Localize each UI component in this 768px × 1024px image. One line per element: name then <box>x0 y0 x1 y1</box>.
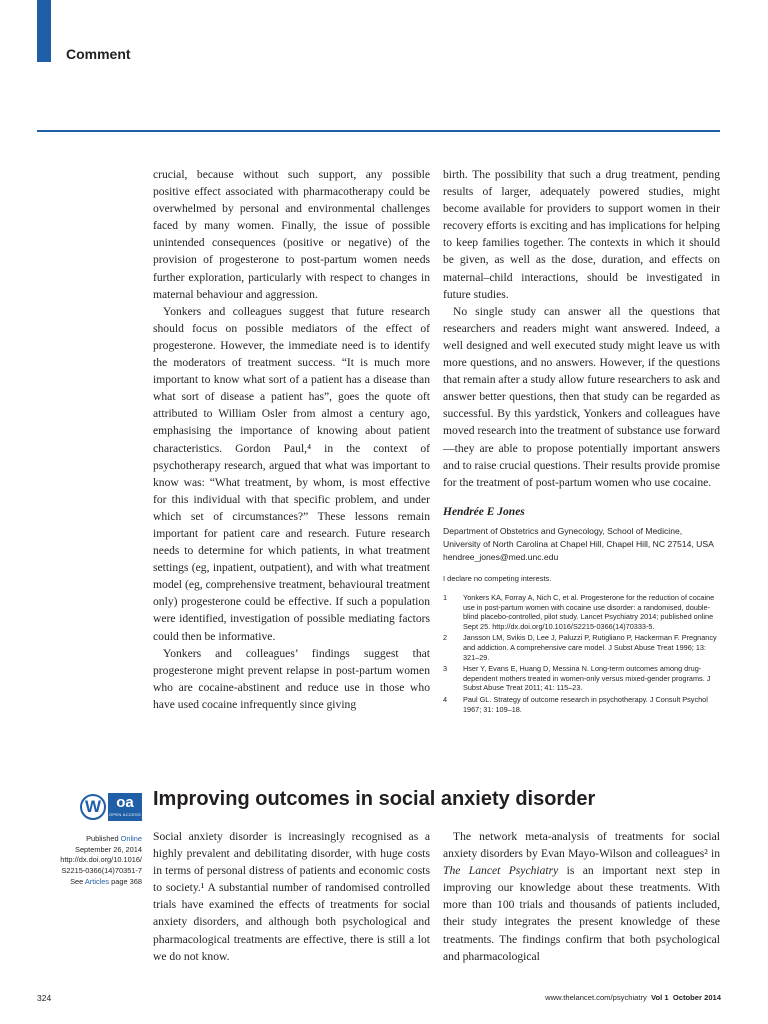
publication-sidenote <box>50 834 142 888</box>
reference-number: 2 <box>443 633 448 643</box>
volume: Vol 1 <box>651 993 669 1002</box>
paragraph: crucial, because without such support, any possible positive effect associated with pharmacotherapy could be overwhelmed by personal and environmental challenges faced by many women. Finally, the issue of possible unintended consequences (positive or negative) of the provision of progesterone to post-partum women needs further exploration, particularly with respect to changes in maternal behaviour and aggression. <box>153 168 430 301</box>
footer <box>545 993 721 1002</box>
affiliation-line: University of North Carolina at Chapel Hill, Chapel Hill, NC 27514, USA <box>443 538 714 549</box>
article-title: Improving outcomes in social anxiety disorder <box>153 788 596 810</box>
articles-page: page 368 <box>111 876 142 886</box>
article2-right-column <box>443 828 720 965</box>
reference-text: Hser Y, Evans E, Huang D, Messina N. Long-term outcomes among drug-dependent mothers treated in women-only versus mixed-gender programs. J Subst Abuse Treat 2011; 41: 115–23. <box>463 664 711 693</box>
published-date: September 26, 2014 <box>75 844 142 854</box>
articles-link[interactable]: Articles <box>84 876 110 886</box>
paragraph: birth. The possibility that such a drug treatment, pending results of larger, adequately powered studies, might become available for providers to support women in their recovery efforts is exciting and has implications for helping to keep families together. The contexts in which it should be given, as well as the dose, duration, and effects on maternal–child interactions, should be investigated in future studies. <box>443 168 720 301</box>
paragraph-text: The network meta-analysis of treatments for social anxiety disorders by Evan Mayo-Wilson and colleagues² in <box>443 830 720 861</box>
reference-item <box>443 695 720 714</box>
paragraph <box>443 828 720 965</box>
section-label: Comment <box>66 46 131 62</box>
reference-item <box>443 664 720 693</box>
paragraph: Social anxiety disorder is increasingly recognised as a highly prevalent and debilitating disorder, with huge costs in terms of personal distress of patients and economic costs to society.¹ A substantial number of randomised controlled trials have examined the effects of treatments for social anxiety disorders, and although both psychological and pharmacological treatments are effective, there is still a lot we do not know. <box>153 830 430 963</box>
open-access-logo-icon <box>108 793 142 821</box>
issue-date: October 2014 <box>672 993 721 1002</box>
reference-number: 3 <box>443 664 448 674</box>
reference-item <box>443 633 720 662</box>
header-rule <box>37 130 720 132</box>
article2-left-column <box>153 828 430 965</box>
published-label: Published <box>86 834 119 843</box>
author-email[interactable]: hendree_jones@med.unc.edu <box>443 551 559 562</box>
reference-list <box>443 593 720 714</box>
journal-url[interactable]: www.thelancet.com/psychiatry <box>545 993 647 1002</box>
affiliation-line: Department of Obstetrics and Gynecology, School of Medicine, <box>443 525 683 536</box>
open-access-logo-text: oa <box>116 794 134 811</box>
left-column <box>153 166 430 713</box>
author-name: Hendrée E Jones <box>443 505 525 518</box>
right-column <box>443 166 720 716</box>
paragraph-text: is an important next step in improving our knowledge about these treatments. With more than 100 trials and thousands of patients included, their study integrates the present knowledge of these treatments. The findings confirm that both psychological and pharmacological <box>443 864 720 963</box>
paragraph: Yonkers and colleagues’ findings suggest that progesterone might prevent relapse in post-partum women who are cocaine-abstinent and reduce use in those who have used cocaine infrequently since giving <box>153 646 430 711</box>
doi-line[interactable]: S2215-0366(14)70351-7 <box>61 866 142 876</box>
reference-item <box>443 593 720 631</box>
reference-number: 4 <box>443 694 448 704</box>
open-access-logo-subtext: OPEN ACCESS <box>109 812 141 817</box>
journal-name: The Lancet Psychiatry <box>443 864 559 878</box>
reference-number: 1 <box>443 592 448 602</box>
reference-text: Yonkers KA, Forray A, Nich C, et al. Progesterone for the reduction of cocaine use in post-partum women with cocaine use disorder: a randomised, double-blind placebo-controlled, pilot study. Lancet Psychiatry 2014; published online Sept 25. http://dx.doi.org/10.1016/S2215-0366(14)70333-5. <box>463 592 715 631</box>
doi-line[interactable]: http://dx.doi.org/10.1016/ <box>60 855 142 865</box>
see-label: See <box>70 876 84 886</box>
paragraph: No single study can answer all the questions that researchers and readers might want answered. Indeed, a well designed and well executed study might leave us with more questions, and no answers. However, if the questions that remain after a study allow future researchers to ask and answer better questions, then that study can be regarded as successful. By this yardstick, Yonkers and colleagues have moved research into the treatment of substance use forward—they are able to propose potentially important answers and to raise crucial questions. Their results provide promise for the treatment of post-partum women who use cocaine. <box>443 304 720 489</box>
competing-interests: I declare no competing interests. <box>443 573 552 583</box>
paragraph: Yonkers and colleagues suggest that future research should focus on possible mediators of the effect of progesterone. However, the immediate need is to identify the moderators of treatment success. “It is much more important to know what sort of a patient has a disease than what sort of disease a patient has”, goes the quote oft attributed to William Osler from almost a century ago, emphasising the importance of knowing about patient characteristics. Gordon Paul,⁴ in the context of psychotherapy research, argued that what was important to know was: “What treatment, by whom, is most effective for this individual with that specific problem, and under which set of circumstances?” These lessons remain important for patient care and research. Future research needs to determine for which patients, in what treatment settings (eg, inpatient, outpatient), and with what treatment model (eg, comprehensive treatment, behavioural treatment only) progesterone could be effective. If such a population were identified, investigation of possible mediating factors could then be informative. <box>153 304 430 643</box>
wellcome-logo-icon: W <box>80 794 106 820</box>
online-link[interactable]: Online <box>120 834 142 843</box>
reference-text: Jansson LM, Svikis D, Lee J, Paluzzi P, Rutigliano P, Hackerman F. Pregnancy and addiction. A comprehensive care model. J Subst Abuse Treat 1996; 13: 321–29. <box>463 633 717 662</box>
page-number: 324 <box>37 993 52 1003</box>
section-color-bar <box>37 0 51 62</box>
reference-text: Paul GL. Strategy of outcome research in psychotherapy. J Consult Psychol 1967; 31: 109–18. <box>463 694 708 714</box>
author-affiliation <box>443 525 720 564</box>
